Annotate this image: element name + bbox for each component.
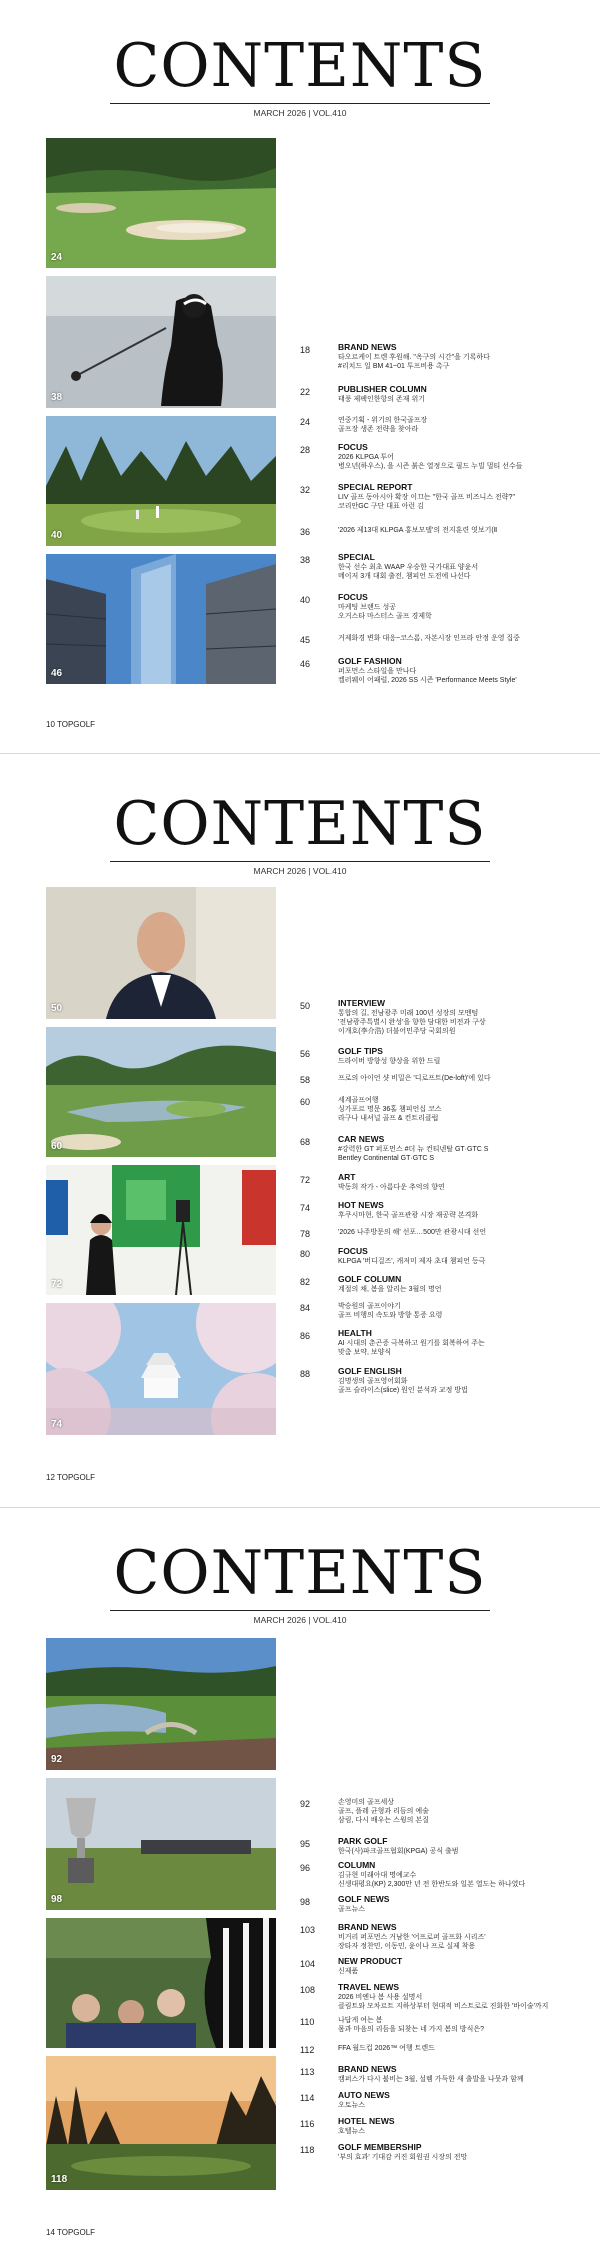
toc-page-number: 113	[300, 2067, 315, 2077]
toc-entry[interactable]	[300, 1956, 600, 1984]
toc-line: 박승원의 골프이야기	[338, 1303, 401, 1310]
toc-entry[interactable]	[300, 2014, 600, 2042]
toc-section: CAR NEWS	[338, 1134, 385, 1144]
toc-line: 거제화경 변화 대응~코스롬, 자본시장 인프라 안정 운영 집중	[338, 635, 520, 642]
toc-line: 오토뉴스	[338, 2102, 366, 2109]
toc-line: 캠퍼스가 다시 붐비는 3월, 설렘 가득한 새 출발을 나뭇과 함께	[338, 2076, 524, 2083]
toc-line: Bentley Continental GT·GTC S	[338, 1155, 435, 1162]
photo-page-number: 74	[51, 1419, 63, 1430]
photo-golfer-swing	[46, 276, 276, 408]
contents-title: CONTENTS	[113, 1538, 487, 1608]
toc-page-number: 86	[300, 1331, 311, 1341]
toc-section: SPECIAL	[338, 552, 375, 562]
toc-line: 통합의 길, 전남광주 미래 100년 성장의 모멘텀	[338, 1010, 479, 1017]
toc-section: HEALTH	[338, 1328, 372, 1338]
toc-line: 맞춤 보약, 보양식	[338, 1349, 392, 1356]
photo-page-number: 118	[51, 2174, 68, 2185]
toc-line: 골프장 생존 전략을 찾아라	[338, 426, 419, 433]
toc-line: 몸과 마음의 리듬을 되찾는 네 가지 봄의 방식은?	[338, 2026, 484, 2033]
toc-page-number: 80	[300, 1249, 311, 1259]
toc-line: 장타자 정찬민, 이동민, 윤이나 프로 실제 착용	[338, 1943, 476, 1950]
toc-page-number: 72	[300, 1175, 311, 1185]
toc-entry[interactable]	[300, 1328, 600, 1356]
toc-entry[interactable]	[300, 1300, 600, 1328]
toc-line: 이개호(李介浩) 더불어민주당 국회의원	[338, 1028, 456, 1035]
contents-title: CONTENTS	[113, 31, 487, 101]
toc-page-number: 22	[300, 387, 311, 397]
toc-entry[interactable]	[300, 2064, 600, 2092]
toc-line: 드라이버 방향성 향상을 위한 드릴	[338, 1058, 441, 1065]
toc-line: 클림트와 모차르트 지하상부터 현대적 비스트로로 진화한 '바이술'까지	[338, 2003, 549, 2010]
toc-entry[interactable]	[300, 442, 600, 470]
toc-line: 호텔뉴스	[338, 2128, 366, 2135]
toc-section: PUBLISHER COLUMN	[338, 384, 427, 394]
toc-page-number: 40	[300, 595, 311, 605]
toc-page-number: 32	[300, 485, 311, 495]
toc-section: FOCUS	[338, 442, 368, 452]
photo-cherry-blossoms	[46, 1303, 276, 1435]
photo-page-number: 60	[51, 1141, 63, 1152]
toc-page-number: 104	[300, 1959, 316, 1969]
toc-page-number: 88	[300, 1369, 311, 1379]
toc-entry[interactable]	[300, 1246, 600, 1274]
toc-entry[interactable]	[300, 342, 600, 370]
toc-page-number: 116	[300, 2119, 315, 2129]
photo-golf-course-bunker	[46, 138, 276, 268]
toc-section: GOLF TIPS	[338, 1046, 383, 1056]
toc-page-number: 68	[300, 1137, 311, 1147]
toc-entry[interactable]	[300, 2116, 600, 2144]
photo-page-number: 72	[51, 1279, 63, 1290]
toc-line: '2026 나주방문의 해' 선포…500만 관광시대 선언	[338, 1229, 487, 1236]
toc-line: 비거리 퍼포먼스 거남한 '어프로퍼 골프화 시리즈'	[338, 1934, 486, 1941]
toc-line: 신생대평요(KP) 2,300만 년 전 한반도와 일본 열도는 하나였다	[338, 1881, 526, 1888]
page-footer: 12 TOPGOLF	[46, 1473, 96, 1482]
toc-entry[interactable]	[300, 656, 600, 684]
toc-line: 병오년(하우스), 을 시즌 붉은 열정으로 필드 누빌 멀티 선수들	[338, 463, 523, 470]
contents-title: CONTENTS	[113, 789, 487, 859]
toc-line: '2026 제13대 KLPGA 홍보모델'의 전지훈련 엿보기(Ⅱ	[338, 527, 498, 534]
toc-entry[interactable]	[300, 1134, 600, 1162]
toc-line: #리치드 일 BM 41~01 투프비용 촉구	[338, 363, 450, 370]
toc-page-number: 38	[300, 555, 311, 565]
toc-line: 골프 슬라이스(slice) 원인 분석과 교정 방법	[338, 1387, 468, 1394]
toc-line: 켈러웨이 어패럴, 2026 SS 시즌 'Performance Meets Style'	[338, 677, 517, 684]
toc-entry[interactable]	[300, 1796, 600, 1830]
photo-interview-portrait	[46, 887, 276, 1019]
toc-section: NEW PRODUCT	[338, 1956, 403, 1966]
toc-line: 한국 선수 최초 WAAP 우승한 국가대표 양윤서	[338, 564, 479, 571]
toc-line: '부의 효과' 기대감 커진 회원권 시장의 전망	[338, 2154, 468, 2161]
toc-line: 골프, 플레 균형과 리듬의 예술	[338, 1808, 429, 1815]
toc-page-number: 108	[300, 1985, 316, 1995]
toc-page-number: 28	[300, 445, 311, 455]
toc-page-number: 98	[300, 1897, 311, 1907]
toc-section: FOCUS	[338, 592, 368, 602]
toc-entry[interactable]	[300, 998, 600, 1036]
photo-art-gallery	[46, 1165, 276, 1295]
toc-page-number: 58	[300, 1075, 311, 1085]
toc-page-number: 56	[300, 1049, 311, 1059]
toc-section: COLUMN	[338, 1860, 376, 1870]
issue-info: MARCH 2026 | VOL.410	[253, 866, 347, 876]
photo-golf-course-trees	[46, 416, 276, 546]
toc-entry[interactable]	[300, 1274, 600, 1302]
contents-page-3	[0, 1507, 600, 2261]
photo-page-number: 24	[51, 252, 63, 263]
toc-line: 삼림, 다시 배우는 스윙의 본질	[338, 1817, 429, 1824]
toc-line: 연중기획 - 위기의 한국골프장	[338, 417, 428, 424]
photo-skyscrapers	[46, 554, 276, 684]
toc-entry[interactable]	[300, 482, 600, 510]
toc-section: GOLF COLUMN	[338, 1274, 402, 1284]
toc-line: KLPGA '버디걸즈', 캐저미 제자 초대 챔피언 등극	[338, 1258, 486, 1265]
toc-page-number: 95	[300, 1839, 311, 1849]
toc-page-number: 92	[300, 1799, 311, 1809]
toc-line: LIV 골프 동아시아 확장 이끄는 "한국 골프 비즈니스 전략?"	[338, 494, 515, 501]
issue-info: MARCH 2026 | VOL.410	[253, 108, 347, 118]
toc-line: 김명생의 골프영어회화	[338, 1378, 408, 1385]
photo-page-number: 92	[51, 1754, 63, 1765]
toc-line: 프로의 아이언 샷 비밀은 '디로프트(De-loft)'에 있다	[338, 1075, 491, 1082]
toc-entry[interactable]	[300, 1046, 600, 1074]
page-footer: 10 TOPGOLF	[46, 720, 96, 729]
toc-section: HOTEL NEWS	[338, 2116, 395, 2126]
toc-section: INTERVIEW	[338, 998, 386, 1008]
toc-section: TRAVEL NEWS	[338, 1982, 400, 1992]
toc-entry[interactable]	[300, 2090, 600, 2118]
toc-page-number: 112	[300, 2045, 315, 2055]
toc-section: BRAND NEWS	[338, 2064, 397, 2074]
photo-page-number: 50	[51, 1003, 63, 1014]
photo-page-number: 98	[51, 1894, 63, 1905]
contents-page-2	[0, 753, 600, 1507]
toc-line: 손영미의 골프세상	[338, 1799, 395, 1806]
toc-entry[interactable]	[300, 1860, 600, 1888]
toc-entry[interactable]	[300, 2142, 600, 2170]
toc-entry[interactable]	[300, 1894, 600, 1922]
toc-page-number: 78	[300, 1229, 311, 1239]
toc-page-number: 50	[300, 1001, 311, 1011]
toc-section: BRAND NEWS	[338, 1922, 397, 1932]
toc-line: 박동희 작가 - 아름다운 추억의 향연	[338, 1184, 445, 1191]
contents-page-1	[0, 0, 600, 753]
toc-section: AUTO NEWS	[338, 2090, 390, 2100]
toc-page-number: 24	[300, 417, 311, 427]
toc-section: PARK GOLF	[338, 1836, 388, 1846]
photo-page-number: 38	[51, 392, 63, 403]
toc-section: GOLF ENGLISH	[338, 1366, 402, 1376]
toc-line: 2026 비엔나 봄 사용 설명서	[338, 1994, 423, 2001]
toc-section: SPECIAL REPORT	[338, 482, 413, 492]
toc-line: 타오르케이 트렌 후원해. "옥구의 시간"을 기록하다	[338, 354, 490, 361]
toc-line: 태풍 제팩인한항의 존재 위기	[338, 396, 425, 403]
toc-entry[interactable]	[300, 592, 600, 620]
toc-line: 한국(사)파크골프협회(KPGA) 공식 출범	[338, 1848, 459, 1855]
toc-entry[interactable]	[300, 414, 600, 442]
toc-line: 퍼포먼스 스타일을 만나다	[338, 668, 417, 675]
title-rule	[110, 1610, 490, 1611]
toc-entry[interactable]	[300, 552, 600, 580]
toc-line: AI 시대의 춘곤증 극복하고 원기를 회복하여 주는	[338, 1340, 485, 1347]
photo-page-number: 40	[51, 530, 63, 541]
toc-line: 2026 KLPGA 투어	[338, 454, 394, 461]
toc-line: 골프뉴스	[338, 1906, 366, 1913]
photo-crowd-fans	[46, 1918, 276, 2048]
toc-section: ART	[338, 1172, 356, 1182]
photo-golf-course-bridge	[46, 1638, 276, 1770]
toc-section: GOLF NEWS	[338, 1894, 390, 1904]
toc-page-number: 84	[300, 1303, 311, 1313]
title-rule	[110, 103, 490, 104]
toc-page-number: 60	[300, 1097, 311, 1107]
toc-page-number: 103	[300, 1925, 316, 1935]
photo-sunset-trees	[46, 2056, 276, 2190]
toc-line: 라구나 내셔널 골프 & 컨트리클럽	[338, 1115, 439, 1122]
toc-page-number: 118	[300, 2145, 315, 2155]
toc-entry[interactable]	[300, 1200, 600, 1228]
toc-entry[interactable]	[300, 1922, 600, 1950]
toc-page-number: 18	[300, 345, 311, 355]
toc-entry[interactable]	[300, 384, 600, 412]
page-footer: 14 TOPGOLF	[46, 2228, 96, 2237]
toc-line: 골프 비행의 속도와 방향 통증 요령	[338, 1312, 443, 1319]
toc-page-number: 74	[300, 1203, 311, 1213]
toc-page-number: 110	[300, 2017, 315, 2027]
toc-line: 계절의 채, 봄을 알리는 3월의 명언	[338, 1286, 442, 1293]
toc-line: 오거스타 마스터스 골프 경제학	[338, 613, 432, 620]
issue-info: MARCH 2026 | VOL.410	[253, 1615, 347, 1625]
toc-section: GOLF FASHION	[338, 656, 402, 666]
photo-golf-course-lake	[46, 1027, 276, 1157]
toc-line: 코리안GC 구단 대표 아런 김	[338, 503, 424, 510]
toc-line: 신제품	[338, 1968, 359, 1975]
toc-page-number: 96	[300, 1863, 311, 1873]
photo-trophy	[46, 1778, 276, 1910]
toc-entry[interactable]	[300, 524, 600, 552]
toc-entry[interactable]	[300, 1094, 600, 1128]
toc-section: HOT NEWS	[338, 1200, 384, 1210]
toc-page-number: 114	[300, 2093, 315, 2103]
toc-entry[interactable]	[300, 1172, 600, 1200]
toc-section: GOLF MEMBERSHIP	[338, 2142, 422, 2152]
toc-line: 후쿠시마현, 한국 골프관광 시장 재공략 본격화	[338, 1212, 479, 1219]
toc-line: #강력한 GT 퍼포먼스 #더 뉴 컨티넨탈 GT·GTC S	[338, 1146, 489, 1153]
toc-line: FFA 월드컵 2026™ 여행 트렌드	[338, 2045, 435, 2052]
toc-page-number: 45	[300, 635, 311, 645]
toc-entry[interactable]	[300, 1982, 600, 2010]
toc-section: FOCUS	[338, 1246, 368, 1256]
toc-page-number: 36	[300, 527, 311, 537]
toc-line: 마케팅 브랜드 성공	[338, 604, 396, 611]
title-rule	[110, 861, 490, 862]
photo-page-number: 46	[51, 668, 63, 679]
toc-line: 나답게 여는 봄	[338, 2017, 383, 2024]
toc-entry[interactable]	[300, 1366, 600, 1394]
toc-line: '전남광주특별시 완성'을 향한 담대한 비전과 구상	[338, 1019, 486, 1026]
toc-line: 세계골프여행	[338, 1097, 379, 1104]
toc-page-number: 46	[300, 659, 311, 669]
toc-line: 메이저 3개 대회 출전, 챔피언 도전에 나선다	[338, 573, 471, 580]
toc-line: 싱가포르 명문 36홀 챔피언십 코스	[338, 1106, 442, 1113]
toc-line: 김규현 미래아대 명예교수	[338, 1872, 417, 1879]
toc-section: BRAND NEWS	[338, 342, 397, 352]
toc-page-number: 82	[300, 1277, 311, 1287]
